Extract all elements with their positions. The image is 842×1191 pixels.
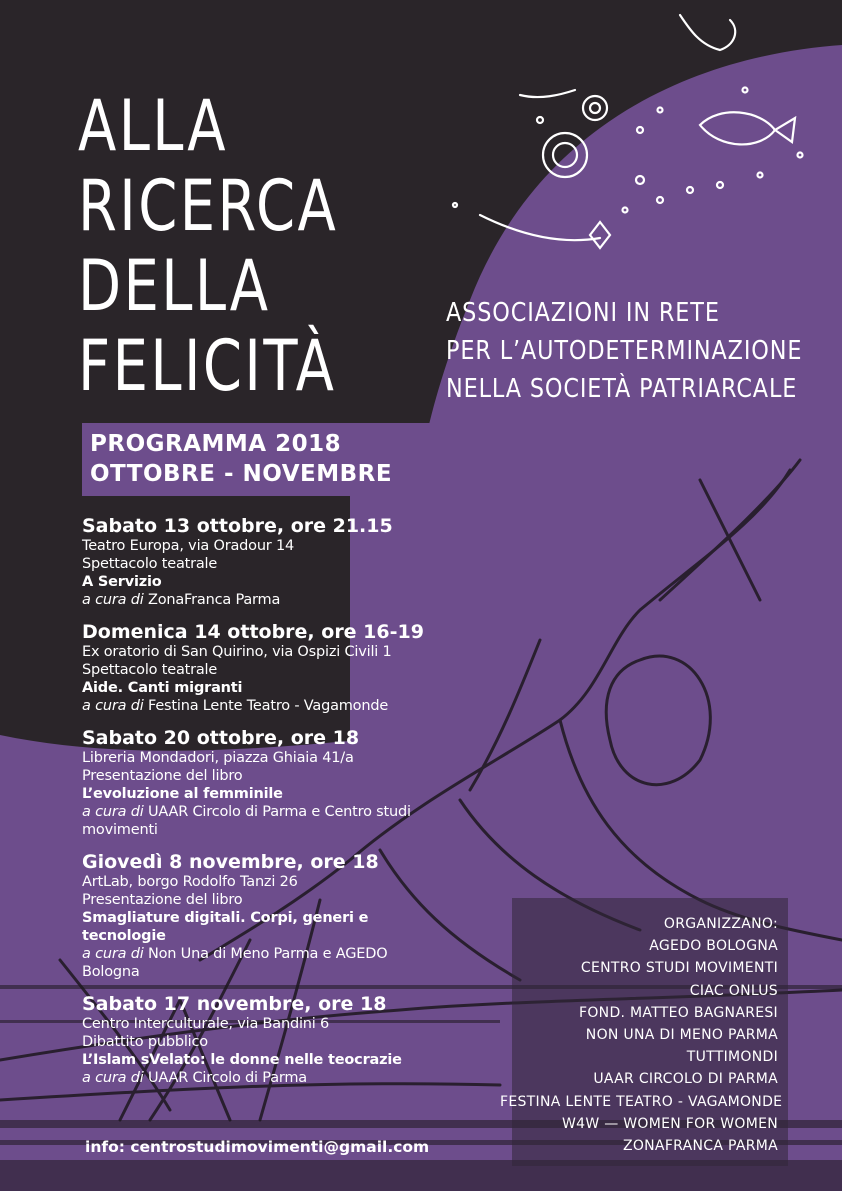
organizer-name: W4W — WOMEN FOR WOMEN — [561, 1115, 778, 1132]
event-place: Libreria Mondadori, piazza Ghiaia 41/a — [82, 750, 354, 766]
event-item — [82, 727, 462, 839]
subtitle-line-2: PER L’AUTODETERMINAZIONE — [446, 336, 803, 366]
event-title: L’evoluzione al femminile — [82, 786, 283, 802]
organizers-heading: ORGANIZZANO: — [663, 916, 778, 932]
curator-name: ZonaFranca Parma — [147, 592, 281, 608]
event-item — [82, 851, 462, 981]
organizer-name: FOND. MATTEO BAGNARESI — [579, 1004, 778, 1021]
event-type: Presentazione del libro — [82, 892, 243, 908]
event-curator — [82, 591, 462, 609]
contact-email: info: centrostudimovimenti@gmail.com — [85, 1138, 430, 1156]
event-place: ArtLab, borgo Rodolfo Tanzi 26 — [82, 874, 298, 890]
curator-prefix: a cura di — [82, 698, 144, 714]
poster-title — [78, 86, 338, 406]
program-months: OTTOBRE - NOVEMBRE — [90, 461, 393, 487]
curator-name: UAAR Circolo di Parma — [147, 1070, 307, 1086]
curator-prefix: a cura di — [82, 1070, 144, 1086]
event-curator — [82, 1069, 462, 1087]
event-date: Sabato 20 ottobre, ore 18 — [82, 727, 360, 749]
organizer-name: TUTTIMONDI — [686, 1049, 778, 1066]
title-line-3: DELLA — [78, 245, 271, 327]
event-item — [82, 993, 462, 1087]
title-line-4: FELICITÀ — [78, 325, 337, 407]
event-date: Domenica 14 ottobre, ore 16-19 — [82, 621, 424, 643]
event-list — [82, 515, 462, 1099]
organizer-name: UAAR CIRCOLO DI PARMA — [593, 1071, 778, 1088]
curator-prefix: a cura di — [82, 804, 144, 820]
curator-prefix: a cura di — [82, 592, 144, 608]
event-item — [82, 515, 462, 609]
program-banner — [82, 423, 502, 496]
event-place: Centro Interculturale, via Bandini 6 — [82, 1016, 330, 1032]
event-date: Sabato 17 novembre, ore 18 — [82, 993, 387, 1015]
event-title: A Servizio — [82, 574, 162, 590]
event-item — [82, 621, 462, 715]
subtitle-line-1: ASSOCIAZIONI IN RETE — [446, 298, 720, 328]
poster-subtitle — [446, 294, 802, 408]
organizer-name: FESTINA LENTE TEATRO - VAGAMONDE — [500, 1093, 783, 1110]
subtitle-line-3: NELLA SOCIETÀ PATRIARCALE — [446, 374, 798, 404]
event-curator — [82, 697, 462, 715]
event-type: Spettacolo teatrale — [82, 556, 218, 572]
event-title: Smagliature digitali. Corpi, generi e tecnologie — [82, 910, 369, 944]
organizers-list — [500, 913, 783, 1157]
event-date: Sabato 13 ottobre, ore 21.15 — [82, 515, 393, 537]
organizer-name: CENTRO STUDI MOVIMENTI — [580, 960, 778, 977]
event-curator — [82, 803, 442, 839]
event-title: Aide. Canti migranti — [82, 680, 243, 696]
curator-name: Non Una di Meno Parma e AGEDO Bologna — [82, 946, 388, 980]
curator-prefix: a cura di — [82, 946, 144, 962]
event-place: Ex oratorio di San Quirino, via Ospizi Civili 1 — [82, 644, 392, 660]
organizer-name: CIAC ONLUS — [689, 982, 778, 999]
organizer-name: ZONAFRANCA PARMA — [622, 1138, 778, 1155]
event-curator — [82, 945, 402, 981]
event-date: Giovedì 8 novembre, ore 18 — [82, 851, 379, 873]
event-type: Presentazione del libro — [82, 768, 243, 784]
curator-name: Festina Lente Teatro - Vagamonde — [147, 698, 389, 714]
program-year: PROGRAMMA 2018 — [90, 431, 342, 457]
event-title: L’Islam sVelato: le donne nelle teocrazie — [82, 1052, 402, 1068]
title-line-1: ALLA — [78, 85, 228, 167]
event-type: Dibattito pubblico — [82, 1034, 208, 1050]
event-place: Teatro Europa, via Oradour 14 — [82, 538, 295, 554]
organizer-name: AGEDO BOLOGNA — [649, 938, 778, 955]
organizer-name: NON UNA DI MENO PARMA — [585, 1027, 778, 1044]
title-line-2: RICERCA — [78, 165, 339, 247]
curator-name: UAAR Circolo di Parma e Centro studi movimenti — [82, 804, 411, 838]
event-type: Spettacolo teatrale — [82, 662, 218, 678]
